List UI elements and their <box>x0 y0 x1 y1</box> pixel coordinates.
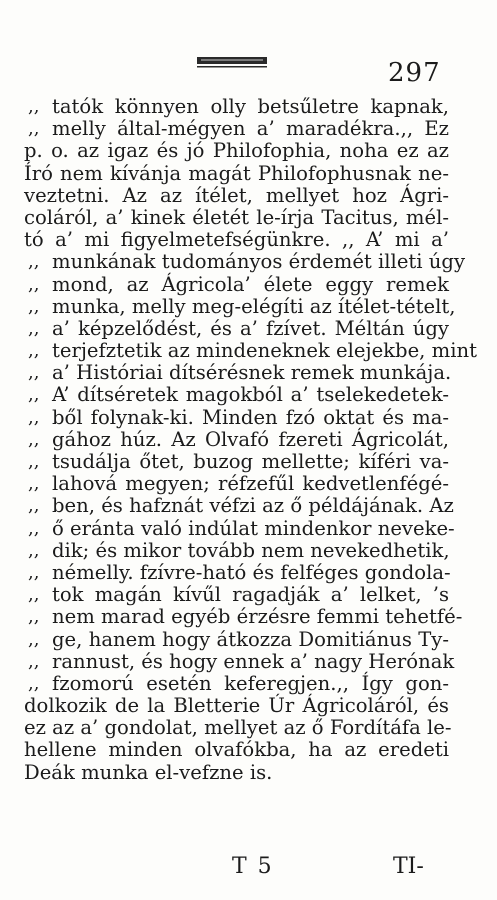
text-line <box>24 429 449 451</box>
line-text: tsudálja őtet, buzog mellette; kíféri va- <box>52 450 449 473</box>
text-line <box>24 473 449 495</box>
text-line <box>24 762 449 784</box>
text-line <box>24 494 454 518</box>
text-line <box>24 294 456 318</box>
text-line <box>24 451 449 473</box>
text-line <box>24 274 449 296</box>
line-text: veztetni. Az az ítélet, mellyet hoz Ágri- <box>24 183 449 207</box>
line-text: munkának tudományos érdemét illeti úgy <box>52 250 466 274</box>
quotation-mark: ,, <box>28 340 40 362</box>
quotation-mark: ,, <box>28 584 40 606</box>
line-text: hellene minden olvafókba, ha az eredeti <box>24 738 449 762</box>
text-line <box>24 540 449 562</box>
line-text: melly által-mégyen a’ maradékra.,, Ez <box>52 117 449 141</box>
quotation-mark: ,, <box>28 317 40 339</box>
quotation-mark: ,, <box>28 495 40 517</box>
horizontal-rule-ornament <box>195 56 269 70</box>
line-text: rannust, és hogy ennek a’ nagy Herónak <box>52 649 455 673</box>
text-line <box>24 250 466 274</box>
text-line <box>24 629 449 651</box>
quotation-mark: ,, <box>28 295 40 317</box>
quotation-mark: ,, <box>28 451 40 472</box>
text-line <box>24 96 449 118</box>
line-text: ő eránta való indúlat mindenkor neveke- <box>52 516 455 540</box>
line-text: tó a’ mi figyelmetefségünkre. ,, A’ mi a’ <box>24 228 449 252</box>
text-line <box>24 318 449 340</box>
quotation-mark: ,, <box>28 561 40 583</box>
line-text: a’ Históriai dítsérésnek remek munkája. <box>52 361 452 385</box>
line-text: tatók könnyen olly betsűletre kapnak, <box>52 95 449 118</box>
text-line <box>24 118 449 140</box>
line-text: a’ képzelődést, és a’ fzívet. Méltán úgy <box>52 316 449 340</box>
line-text: ge, hanem hogy átkozza Domitiánus Ty- <box>52 627 449 651</box>
quotation-mark: ,, <box>28 650 40 672</box>
line-text: Író nem kívánja magát Philofophusnak ne- <box>24 161 449 185</box>
line-text: ez az a’ gondolat, mellyet az ő Fordítáfa le- <box>24 716 452 740</box>
text-line <box>24 163 449 185</box>
line-text: mond, az Ágricola’ élete eggy remek <box>52 272 449 296</box>
line-text: ből folynak-ki. Minden fzó oktat és ma- <box>52 405 449 429</box>
quotation-mark: ,, <box>28 517 40 539</box>
quotation-mark: ,, <box>28 273 40 295</box>
quotation-mark: ,, <box>28 539 40 561</box>
quotation-mark: ,, <box>28 362 40 384</box>
quotation-mark: ,, <box>28 672 40 694</box>
line-text: nem marad egyéb érzésre femmi tehetfé- <box>52 605 463 629</box>
quotation-mark: ,, <box>28 406 40 428</box>
text-line <box>24 649 455 673</box>
quotation-mark: ,, <box>28 473 40 495</box>
line-text: terjefztetik az mindeneknek elejekbe, mint <box>52 339 477 363</box>
quotation-mark: ,, <box>28 606 40 628</box>
text-line <box>24 584 449 606</box>
catchword: TI- <box>393 854 424 879</box>
quotation-mark: ,, <box>28 628 40 650</box>
quotation-mark: ,, <box>28 96 40 117</box>
text-line <box>24 739 449 761</box>
quotation-mark: ,, <box>28 384 40 406</box>
line-text: tok magán kívűl ragadják a’ lelket, ’s <box>52 583 449 607</box>
line-text: gához húz. Az Olvafó fzereti Ágricolát, <box>52 427 449 451</box>
signature-mark: T 5 <box>232 854 274 879</box>
line-text: fzomorú esetén keferegjen.,, Így gon- <box>52 671 449 695</box>
text-line <box>24 185 449 207</box>
quotation-mark: ,, <box>28 428 40 450</box>
body-text <box>24 95 477 784</box>
text-line <box>24 229 449 251</box>
text-line <box>24 695 449 717</box>
line-text: ben, és hafznát véfzi az ő példájának. Az <box>52 494 454 518</box>
line-text: munka, melly meg-elégíti az ítélet-tételt, <box>52 294 456 318</box>
line-text: p. o. az igaz és jó Philofophia, noha ez az <box>24 139 449 163</box>
line-text: A’ dítséretek magokból a’ tselekedetek- <box>52 383 449 407</box>
text-line <box>24 339 477 363</box>
text-line <box>24 207 449 229</box>
text-line <box>24 516 455 540</box>
text-line <box>24 562 449 584</box>
line-text: dolkozik de la Bletterie Úr Ágricoláról, és <box>24 694 449 718</box>
text-line <box>24 407 449 429</box>
line-text: lahová megyen; réfzefűl kedvetlenfégé- <box>52 472 449 496</box>
text-line <box>24 673 449 695</box>
quotation-mark: ,, <box>28 118 40 140</box>
page-number: 297 <box>388 58 441 88</box>
text-line <box>24 384 449 406</box>
line-text: némelly. fzívre-ható és felféges gondola- <box>52 560 451 584</box>
text-line <box>24 361 452 385</box>
page-footer <box>0 854 497 884</box>
line-text: dik; és mikor tovább nem nevekedhetik, <box>52 538 450 562</box>
text-line <box>24 605 463 629</box>
quotation-mark: ,, <box>28 251 40 273</box>
line-text: Deák munka el-vefzne is. <box>24 760 273 784</box>
text-line <box>24 716 452 740</box>
line-text: coláról, a’ kinek életét le-írja Tacitus, mél- <box>24 205 449 229</box>
text-line <box>24 140 449 162</box>
